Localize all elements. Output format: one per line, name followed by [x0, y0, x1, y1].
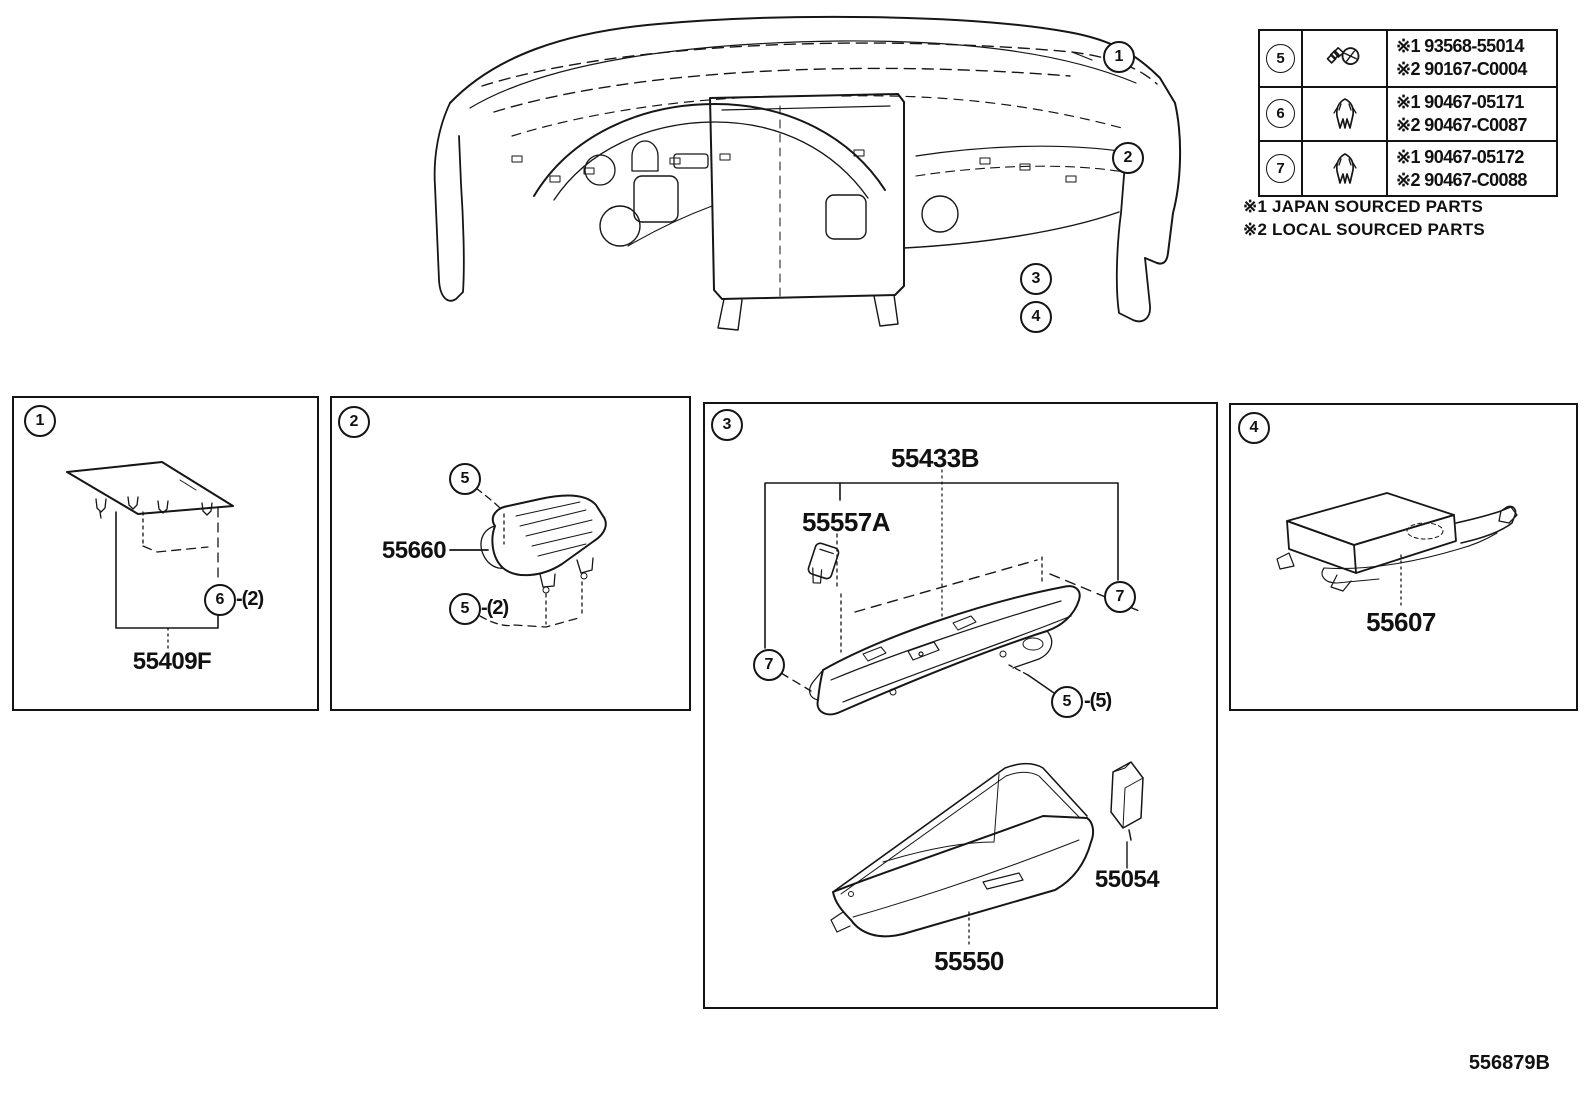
- screw-icon: [1323, 42, 1367, 74]
- glove-box-door-drawing: [831, 764, 1093, 937]
- panel-3-number: 3: [711, 409, 743, 441]
- part-label-55054: 55054: [1094, 866, 1160, 893]
- callout-7-left: 7: [753, 649, 785, 681]
- callout-7-right: 7: [1104, 581, 1136, 613]
- panel-4-number: 4: [1238, 412, 1270, 444]
- callout-5-top: 5: [449, 463, 481, 495]
- damper-55054-drawing: [1111, 762, 1143, 840]
- callout-5-qty: -(2): [481, 597, 509, 619]
- part-number: ※1 90467-05171: [1396, 91, 1524, 112]
- part-label-55557A: 55557A: [801, 507, 891, 537]
- callout-6-qty: -(2): [236, 588, 264, 610]
- clip-icon: [1330, 150, 1360, 188]
- clip-55557A-drawing: [805, 542, 840, 587]
- callout-5-bottom: 5: [449, 593, 481, 625]
- callout-3: 3: [1020, 263, 1052, 295]
- part-number: ※2 90167-C0004: [1396, 59, 1527, 80]
- callout-4: 4: [1020, 301, 1052, 333]
- panel-4-drawing: [1229, 403, 1574, 707]
- part-label-55409F: 55409F: [132, 648, 212, 675]
- part-number: ※2 90467-C0088: [1396, 169, 1527, 190]
- part-label-55433B: 55433B: [890, 443, 980, 473]
- part-label-55607: 55607: [1366, 607, 1436, 637]
- instrument-panel-drawing: [420, 6, 1198, 340]
- fastener-ref-6: 6: [1266, 99, 1295, 128]
- fastener-ref-7: 7: [1266, 154, 1295, 183]
- panel-3-drawing: [703, 402, 1214, 1005]
- sourcing-note-2: ※2 LOCAL SOURCED PARTS: [1243, 220, 1485, 239]
- clip-icon: [1330, 95, 1360, 133]
- part-label-55550: 55550: [934, 946, 1004, 976]
- part-label-55660: 55660: [381, 537, 447, 564]
- callout-5-screws: 5: [1051, 686, 1083, 718]
- diagram-code: 556879B: [1468, 1052, 1550, 1074]
- callout-6: 6: [204, 584, 236, 616]
- part-number: ※1 90467-05172: [1396, 146, 1524, 167]
- panel-2-number: 2: [338, 406, 370, 438]
- fastener-row-5: [1260, 31, 1556, 86]
- module-55607-drawing: [1277, 493, 1517, 591]
- sourcing-note-1: ※1 JAPAN SOURCED PARTS: [1243, 197, 1483, 216]
- part-number: ※2 90467-C0087: [1396, 114, 1527, 135]
- fastener-row-6: [1260, 86, 1556, 141]
- fastener-ref-5: 5: [1266, 44, 1295, 73]
- callout-1: 1: [1103, 41, 1135, 73]
- fastener-table: [1258, 29, 1558, 197]
- callout-2: 2: [1112, 142, 1144, 174]
- vent-grille-lines: [516, 502, 592, 556]
- callout-5-screws-qty: -(5): [1084, 690, 1112, 712]
- panel-1-number: 1: [24, 405, 56, 437]
- part-number: ※1 93568-55014: [1396, 36, 1524, 57]
- fastener-row-7: [1260, 140, 1556, 195]
